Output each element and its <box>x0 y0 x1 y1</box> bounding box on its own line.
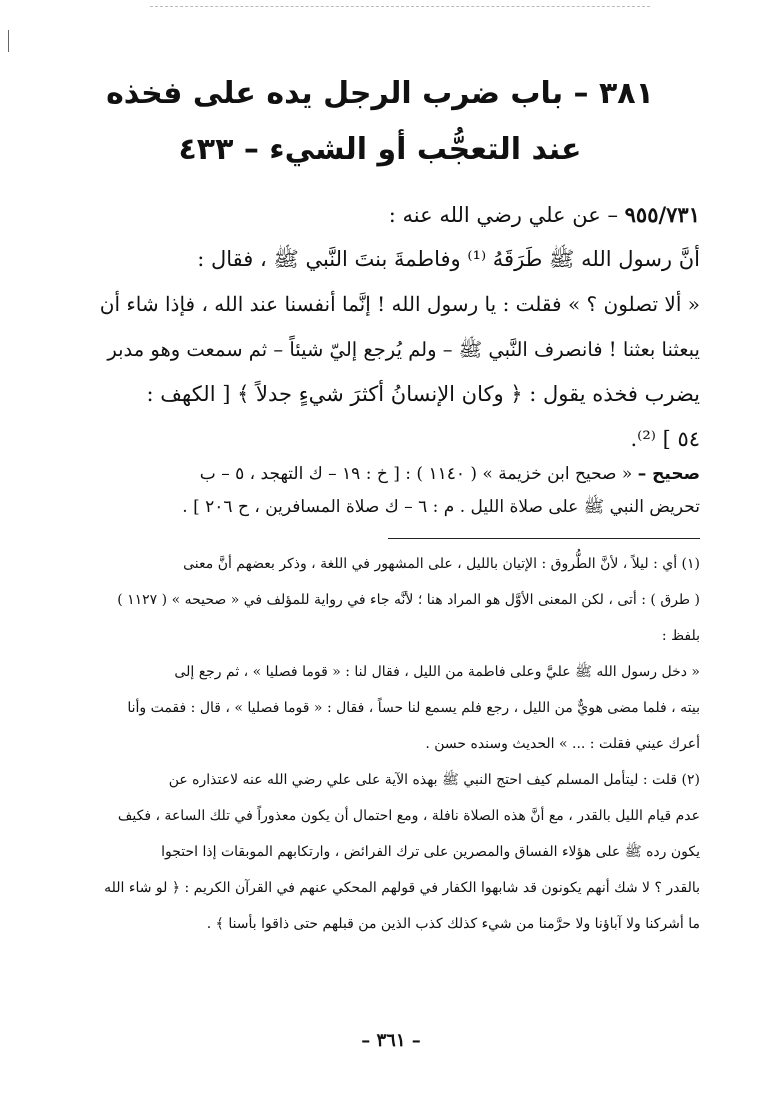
hadith-line-6: ٥٤ ] ⁽²⁾. <box>630 427 700 451</box>
hadith-text <box>100 192 700 462</box>
footnote-line: ما أشركنا ولا آباؤنا ولا حرَّمنا من شيء كذلك كذب الذين من قبلهم حتى ذاقوا بأسنا ﴾ . <box>206 916 700 932</box>
hadith-line-1: ٩٥٥/٧٣١ – عن علي رضي الله عنه : <box>388 202 700 227</box>
footnote-divider <box>388 538 700 539</box>
footnote-line: (١) أي : ليلاً ، لأنَّ الطُّروق : الإتيان بالليل ، على المشهور في اللغة ، وذكر بعضهم أنَّ معنى <box>183 556 700 572</box>
grade-label: صحيح – <box>637 464 700 484</box>
page-number: – ٣٦١ – <box>361 1030 421 1051</box>
chapter-title-line-2: عند التعجُّب أو الشيء – ٤٣٣ <box>178 132 582 167</box>
footnote-line: « دخل رسول الله ﷺ عليَّ وعلى فاطمة من الليل ، فقال لنا : « قوما فصليا » ، ثم رجع إلى <box>174 664 700 680</box>
scan-top-edge <box>150 6 650 7</box>
footnote-line: يكون رده ﷺ على هؤلاء الفساق والمصرين على ترك الفرائض ، وارتكابهم الموبقات إذا احتجوا <box>161 844 700 860</box>
chapter-title-line-1: ٣٨١ – باب ضرب الرجل يده على فخذه <box>106 76 654 111</box>
footnote-line: (٢) قلت : ليتأمل المسلم كيف احتج النبي ﷺ بهذه الآية على علي رضي الله عنه لاعتذاره عن <box>168 772 700 788</box>
hadith-line-4: يبعثنا بعثنا ! فانصرف النَّبي ﷺ – ولم يُرجع إليّ شيئاً – ثم سمعت وهو مدبر <box>107 338 700 361</box>
hadith-number: ٩٥٥/٧٣١ <box>624 202 700 227</box>
hadith-line-2: أنَّ رسول الله ﷺ طَرَقَهُ ⁽¹⁾ وفاطمةَ بنتَ النَّبي ﷺ ، فقال : <box>197 247 700 271</box>
footnote-line: بالقدر ؟ لا شك أنهم يكونون قد شابهوا الكفار في قولهم المحكي عنهم في القرآن الكريم : ﴿ لو شاء الله <box>104 880 700 896</box>
footnote-line: بلفظ : <box>661 628 700 644</box>
footnote-line: أعرك عيني فقلت : ... » الحديث وسنده حسن . <box>425 736 700 752</box>
footnote-line: بيته ، فلما مضى هويٌّ من الليل ، رجع فلم يسمع لنا حساً ، فقال : « قوما فصليا » ، قال : فقمت وأنا <box>127 700 700 716</box>
footnotes <box>100 546 700 942</box>
footnote-line: عدم قيام الليل بالقدر ، مع أنَّ هذه الصلاة نافلة ، ومع احتمال أن يكون معذوراً في تلك الساعة ، فكيف <box>117 808 700 824</box>
grading-block <box>100 458 700 524</box>
grading-line-2: تحريض النبي ﷺ على صلاة الليل . م : ٦ – ك صلاة المسافرين ، ح ٢٠٦ ] . <box>182 497 700 517</box>
scan-margin-mark <box>8 30 9 52</box>
footnote-line: ( طرق ) : أتى ، لكن المعنى الأوَّل هو المراد هنا ؛ لأنَّه جاء في رواية للمؤلف في « صحيحه » ( ١١٢٧ ) <box>117 592 700 608</box>
hadith-line-3: « ألا تصلون ؟ » فقلت : يا رسول الله ! إنَّما أنفسنا عند الله ، فإذا شاء أن <box>100 292 700 316</box>
hadith-line-5: يضرب فخذه يقول : ﴿ وكان الإنسانُ أكثرَ شيءٍ جدلاً ﴾ [ الكهف : <box>146 382 700 406</box>
grading-line-1: صحيح – « صحيح ابن خزيمة » ( ١١٤٠ ) : [ خ : ١٩ – ك التهجد ، ٥ – ب <box>199 464 700 484</box>
